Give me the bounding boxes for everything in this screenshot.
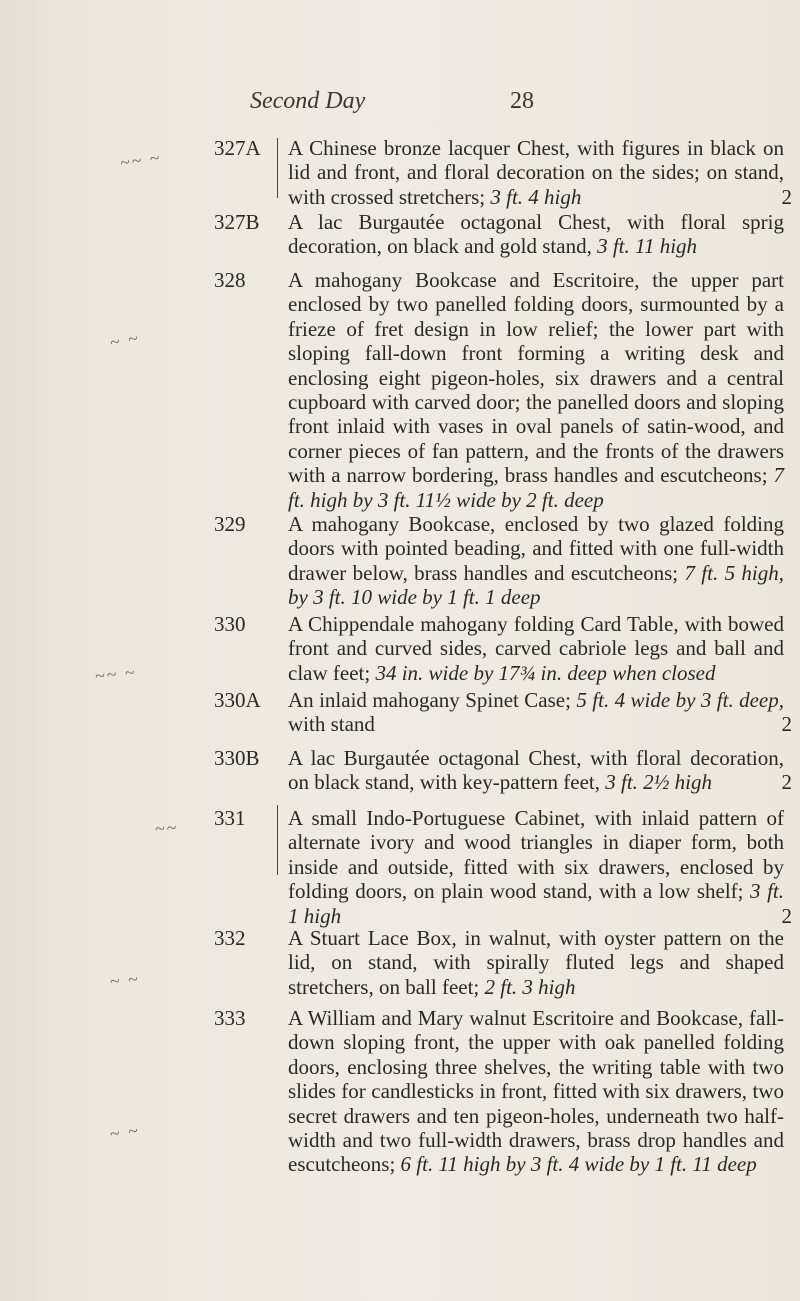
lot-description: A Stuart Lace Box, in walnut, with oyster pattern on the lid, on stand, with spirally fluted legs and shaped stretchers, on ball feet; 2 ft. 3 high <box>288 926 784 999</box>
lot-number: 327A <box>214 136 261 160</box>
lot-number: 328 <box>214 268 246 292</box>
lot-dimensions: 7 ft. high by 3 ft. 11½ wide by 2 ft. deep <box>288 463 785 512</box>
lot-entry <box>214 688 792 737</box>
lot-number: 332 <box>214 926 246 950</box>
lot-description: A lac Burgautée octagonal Chest, with floral sprig decoration, on black and gold stand, 3 ft. 11 high <box>288 210 784 259</box>
lot-description: A mahogany Bookcase, enclosed by two glazed folding doors with pointed beading, and fitted with one full-width drawer below, brass handles and escutcheons; 7 ft. 5 high, by 3 ft. 10 wide by 1 ft. 1 deep <box>288 512 784 610</box>
lot-entry <box>214 746 792 795</box>
lot-entry <box>214 806 792 928</box>
lot-price: 2 <box>781 903 792 928</box>
lot-dimensions: 7 ft. 5 high, by 3 ft. 10 wide by 1 ft. 1 deep <box>288 560 784 610</box>
lot-dimensions: 3 ft. 4 high <box>490 184 582 209</box>
lot-entry <box>214 210 784 259</box>
lot-number: 330 <box>214 612 246 636</box>
lot-number: 333 <box>214 1006 246 1030</box>
handwritten-annotation: ~~ <box>154 817 180 839</box>
lot-dimensions: 3 ft. 2½ high <box>605 770 712 795</box>
lot-description: A small Indo-Portuguese Cabinet, with inlaid pattern of alternate ivory and wood triangles in diaper form, both inside and outside, fitted with six drawers, enclosed by folding doors, on plain wood stand, with a low shelf; 3 ft. 1 high <box>288 806 785 928</box>
lot-description: A Chinese bronze lacquer Chest, with figures in black on lid and front, and floral decoration on the sides; on stand, with crossed stretchers; 3 ft. 4 high <box>288 136 784 209</box>
page-title: Second Day <box>250 88 366 114</box>
page-number: 28 <box>510 88 534 114</box>
lot-price: 2 <box>781 712 792 737</box>
handwritten-annotation: ~~ ~ <box>94 661 138 687</box>
lot-entry <box>214 1006 784 1177</box>
lot-description: A William and Mary walnut Escritoire and Bookcase, fall-down sloping front, the upper with oak panelled folding doors, enclosing three shelves, the writing table with two slides for candlesticks in front, fitted with six drawers, two secret drawers and ten pigeon-holes, underneath two half-width and two full-width drawers, brass drop handles and escutcheons; 6 ft. 11 high by 3 ft. 4 wide by 1 ft. 11 deep <box>288 1006 784 1177</box>
lot-dimensions: 6 ft. 11 high by 3 ft. 4 wide by 1 ft. 11 deep <box>400 1152 757 1177</box>
lot-number: 331 <box>214 806 246 830</box>
lot-description: An inlaid mahogany Spinet Case; 5 ft. 4 wide by 3 ft. deep, with stand <box>288 688 784 737</box>
lot-entry <box>214 612 784 685</box>
handwritten-annotation: ~~ ~ <box>118 147 163 173</box>
lot-price: 2 <box>781 184 792 209</box>
lot-number: 329 <box>214 512 246 536</box>
lot-entry <box>214 512 784 610</box>
lot-number: 327B <box>214 210 260 234</box>
lot-description: A mahogany Bookcase and Escritoire, the upper part enclosed by two panelled folding doors, surmounted by a frieze of fret design in low relief; the lower part with sloping fall-down front forming a writing desk and enclosing eight pigeon-holes, six drawers and a central cupboard with carved door; the panelled doors and sloping front inlaid with vases in oval panels of satin-wood, and corner pieces of fan pattern, and the fronts of the drawers with a narrow bordering, brass handles and escutcheons; 7 ft. high by 3 ft. 11½ wide by 2 ft. deep <box>288 268 785 512</box>
lot-description: A lac Burgautée octagonal Chest, with floral decoration, on black stand, with key-pattern feet, 3 ft. 2½ high <box>288 746 784 795</box>
lot-entry <box>214 268 785 512</box>
lot-price: 2 <box>781 770 792 795</box>
lot-dimensions: 34 in. wide by 17¾ in. deep when closed <box>375 660 716 685</box>
lot-dimensions: 5 ft. 4 wide by 3 ft. deep, <box>576 688 784 712</box>
handwritten-annotation: ~ ~ <box>108 1120 142 1144</box>
lot-entry <box>214 926 784 999</box>
handwritten-annotation: ~ ~ <box>108 327 142 353</box>
lot-number: 330B <box>214 746 260 770</box>
lot-tail: with stand <box>288 712 375 737</box>
handwritten-annotation: ~ ~ <box>108 968 141 992</box>
lot-number: 330A <box>214 688 261 712</box>
lot-description: A Chippendale mahogany folding Card Table, with bowed front and curved sides, carved cabriole legs and ball and claw feet; 34 in. wide by 17¾ in. deep when closed <box>288 612 784 685</box>
lot-dimensions: 2 ft. 3 high <box>484 974 576 999</box>
lot-dimensions: 3 ft. 1 high <box>288 879 785 928</box>
page-header <box>250 88 760 118</box>
lot-entry <box>214 136 792 209</box>
lot-dimensions: 3 ft. 11 high <box>597 234 698 259</box>
